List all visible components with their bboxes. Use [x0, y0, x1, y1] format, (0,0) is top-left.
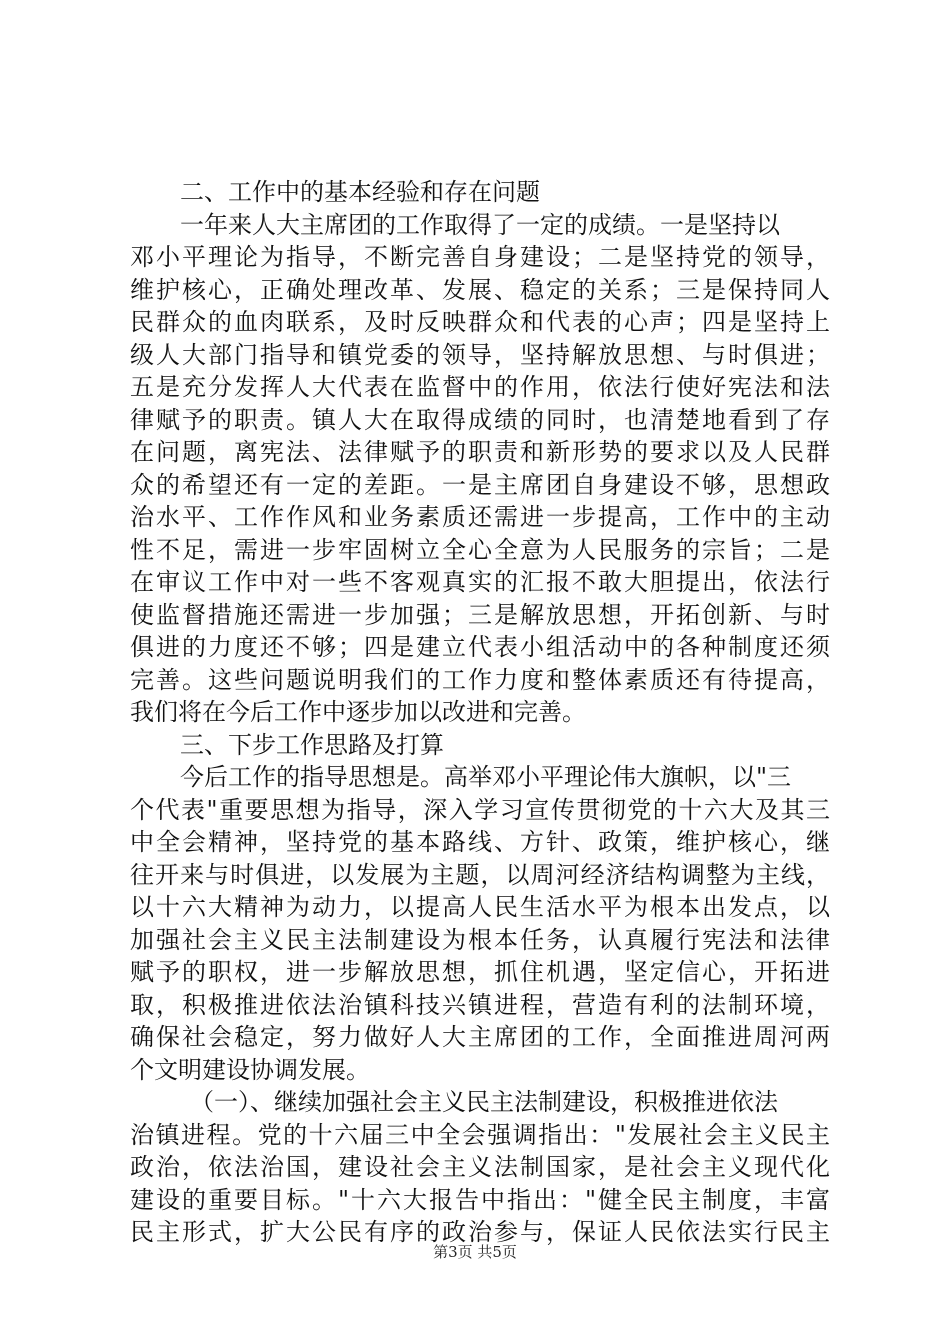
paragraph-line: 众的希望还有一定的差距。一是主席团自身建设不够，思想政 [130, 470, 830, 499]
paragraph-line: 邓小平理论为指导，不断完善自身建设；二是坚持党的领导， [130, 243, 830, 271]
paragraph-line: 级人大部门指导和镇党委的领导，坚持解放思想、与时俱进； [130, 340, 830, 369]
paragraph-line: 在审议工作中对一些不客观真实的汇报不敢大胆提出，依法行 [130, 568, 830, 596]
paragraph-line: 我们将在今后工作中逐步加以改进和完善。 [130, 698, 586, 726]
paragraph-line: 政治，依法治国，建设社会主义法制国家，是社会主义现代化 [130, 1153, 830, 1181]
paragraph-line: 加强社会主义民主法制建设为根本任务，认真履行宪法和法律 [130, 925, 830, 954]
paragraph-line: 律赋予的职责。镇人大在取得成绩的同时，也清楚地看到了存 [130, 405, 830, 434]
paragraph-line: 取，积极推进依法治镇科技兴镇进程，营造有利的法制环境， [130, 990, 830, 1019]
paragraph-line: 建设的重要目标。"十六大报告中指出："健全民主制度，丰富 [130, 1185, 830, 1214]
paragraph-line: 性不足，需进一步牢固树立全心全意为人民服务的宗旨；二是 [130, 535, 830, 564]
paragraph-line: 个文明建设协调发展。 [130, 1055, 370, 1084]
paragraph-line: 治镇进程。党的十六届三中全会强调指出："发展社会主义民主 [130, 1120, 830, 1149]
paragraph-line: 中全会精神，坚持党的基本路线、方针、政策，维护核心，继 [130, 828, 830, 856]
paragraph-line: 完善。这些问题说明我们的工作力度和整体素质还有待提高， [130, 665, 830, 694]
paragraph-line: 以十六大精神为动力，以提高人民生活水平为根本出发点，以 [130, 893, 830, 921]
paragraph-line: 赋予的职权，进一步解放思想，抓住机遇，坚定信心，开拓进 [130, 958, 830, 986]
paragraph-line: 五是充分发挥人大代表在监督中的作用，依法行使好宪法和法 [130, 373, 830, 401]
paragraph-line: 治水平、工作作风和业务素质还需进一步提高，工作中的主动 [130, 503, 830, 531]
paragraph-line: 个代表"重要思想为指导，深入学习宣传贯彻党的十六大及其三 [130, 795, 830, 824]
paragraph-line: 往开来与时俱进，以发展为主题，以周河经济结构调整为主线， [130, 860, 830, 889]
paragraph-line: 俱进的力度还不够；四是建立代表小组活动中的各种制度还须 [130, 633, 830, 661]
paragraph-line: 维护核心，正确处理改革、发展、稳定的关系；三是保持同人 [130, 275, 830, 304]
document-body [130, 176, 830, 1249]
section-heading-3: 三、下步工作思路及打算 [180, 730, 444, 759]
paragraph-line: 在问题，离宪法、法律赋予的职责和新形势的要求以及人民群 [130, 438, 830, 466]
paragraph-line: 民主形式，扩大公民有序的政治参与，保证人民依法实行民主 [130, 1218, 830, 1246]
section-heading-2: 二、工作中的基本经验和存在问题 [180, 178, 540, 206]
subsection-heading-1: （一）、继续加强社会主义民主法制建设，积极推进依法 [190, 1088, 778, 1116]
paragraph-line: 民群众的血肉联系，及时反映群众和代表的心声；四是坚持上 [130, 308, 830, 336]
page-footer: 第3页 共5页 [433, 1243, 517, 1261]
paragraph-line: 使监督措施还需进一步加强；三是解放思想，开拓创新、与时 [130, 600, 830, 629]
paragraph-line: 一年来人大主席团的工作取得了一定的成绩。一是坚持以 [180, 210, 780, 239]
paragraph-line: 今后工作的指导思想是。高举邓小平理论伟大旗帜，以"三 [180, 763, 792, 791]
paragraph-line: 确保社会稳定，努力做好人大主席团的工作，全面推进周河两 [130, 1023, 830, 1051]
